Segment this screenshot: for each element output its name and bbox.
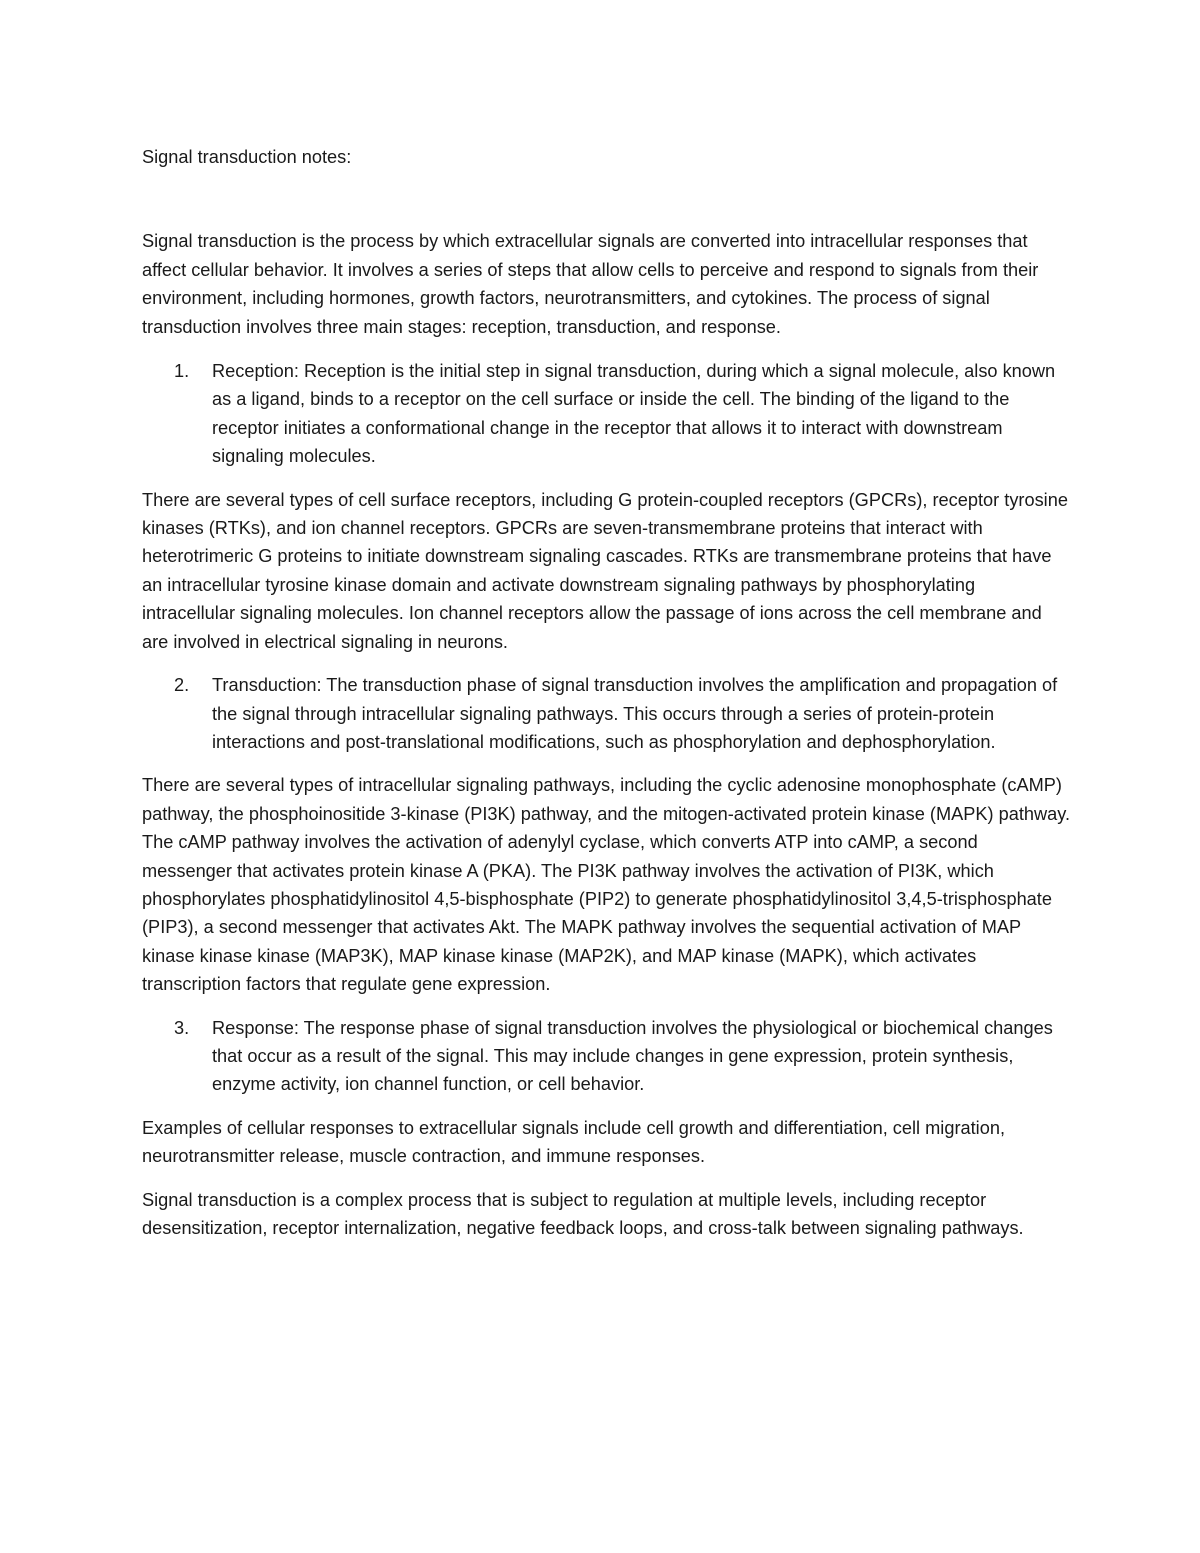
list-number: 1. <box>174 361 190 382</box>
list-item-text: Response: The response phase of signal transduction involves the physiological or biochemical changes that occur as a result of the signal. This may include changes in gene expression, protein synthesis, enzyme activity, ion channel function, or cell behavior. <box>212 1017 1053 1095</box>
list-number: 2. <box>174 675 190 696</box>
pathways-paragraph: There are several types of intracellular signaling pathways, including the cyclic adenosine monophosphate (cAMP) pathway, the phosphoinositide 3-kinase (PI3K) pathway, and the mitogen-activated protein kinase (MAPK) pathway. The cAMP pathway involves the activation of adenylyl cyclase, which converts ATP into cAMP, a second messenger that activates protein kinase A (PKA). The PI3K pathway involves the activation of PI3K, which phosphorylates phosphatidylinositol 4,5-bisphosphate (PIP2) to generate phosphatidylinositol 3,4,5-trisphosphate (PIP3), a second messenger that activates Akt. The MAPK pathway involves the sequential activation of MAP kinase kinase kinase (MAP3K), MAP kinase kinase (MAP2K), and MAP kinase (MAPK), which activates transcription factors that regulate gene expression. <box>142 775 1071 995</box>
document-page <box>142 143 1072 1257</box>
list-item-transduction <box>142 671 1072 756</box>
receptors-paragraph: There are several types of cell surface receptors, including G protein-coupled receptors (GPCRs), receptor tyrosine kinases (RTKs), and ion channel receptors. GPCRs are seven-transmembrane proteins that interact with heterotrimeric G proteins to initiate downstream signaling cascades. RTKs are transmembrane proteins that have an intracellular tyrosine kinase domain and activate downstream signaling pathways by phosphorylating intracellular signaling molecules. Ion channel receptors allow the passage of ions across the cell membrane and are involved in electrical signaling in neurons. <box>142 489 1068 652</box>
regulation-paragraph: Signal transduction is a complex process that is subject to regulation at multiple levels, including receptor desensitization, receptor internalization, negative feedback loops, and cross-talk between signaling pathways. <box>142 1189 1024 1238</box>
list-number: 3. <box>174 1017 190 1038</box>
intro-paragraph: Signal transduction is the process by which extracellular signals are converted into intracellular responses that affect cellular behavior. It involves a series of steps that allow cells to perceive and respond to signals from their environment, including hormones, growth factors, neurotransmitters, and cytokines. The process of signal transduction involves three main stages: reception, transduction, and response. <box>142 231 1039 337</box>
list-item-response <box>142 1014 1072 1099</box>
examples-paragraph: Examples of cellular responses to extracellular signals include cell growth and differentiation, cell migration, neurotransmitter release, muscle contraction, and immune responses. <box>142 1117 1006 1167</box>
list-item-reception <box>142 357 1072 471</box>
list-item-text: Transduction: The transduction phase of signal transduction involves the amplification and propagation of the signal through intracellular signaling pathways. This occurs through a series of protein-protein interactions and post-translational modifications, such as phosphorylation and dephosphorylation. <box>212 675 1058 752</box>
document-title: Signal transduction notes: <box>142 147 352 167</box>
list-item-text: Reception: Reception is the initial step in signal transduction, during which a signal molecule, also known as a ligand, binds to a receptor on the cell surface or inside the cell. The binding of the ligand to the receptor initiates a conformational change in the receptor that allows it to interact with downstream signaling molecules. <box>212 361 1056 467</box>
